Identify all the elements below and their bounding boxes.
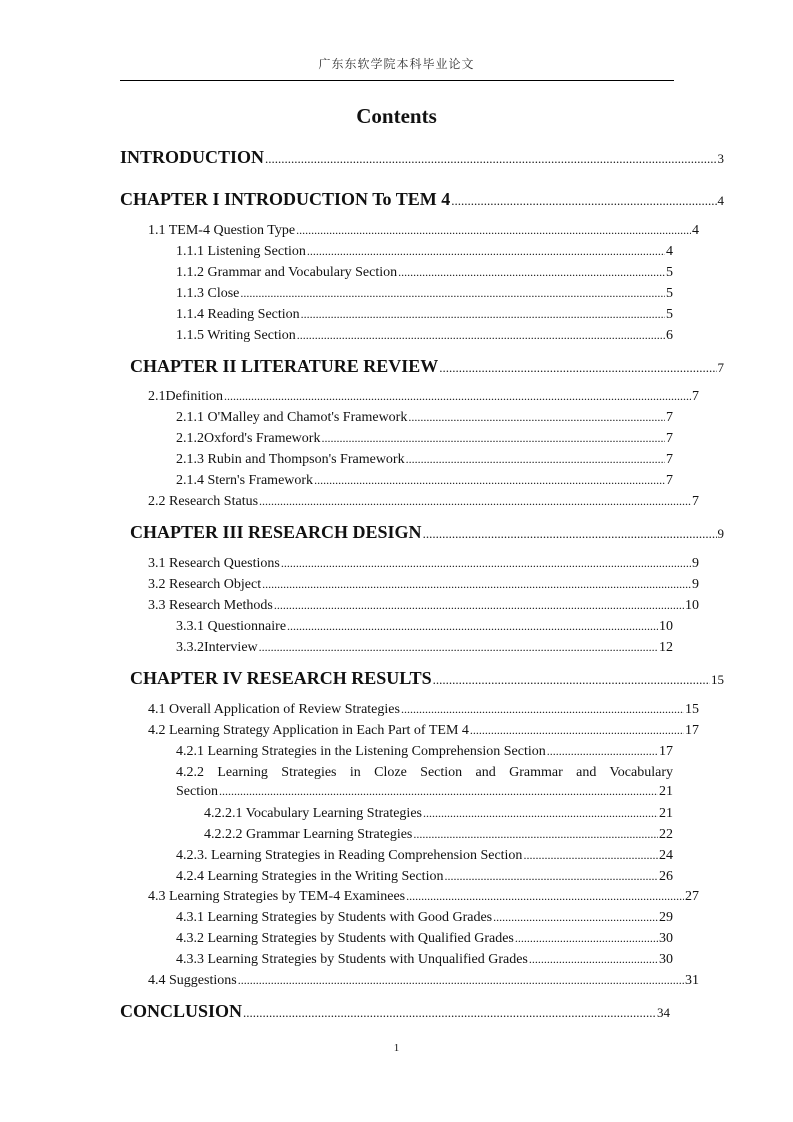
- toc-page-number: 5: [666, 307, 673, 322]
- toc-label: 4.2.2 Learning Strategies in Cloze Section and Grammar and Vocabulary: [176, 765, 673, 780]
- dot-leader: [307, 244, 665, 259]
- toc-label: 1.1.5 Writing Section: [176, 328, 296, 343]
- dot-leader: [423, 526, 717, 542]
- toc-entry-chapter-2[interactable]: [130, 356, 724, 377]
- dot-leader: [259, 494, 691, 509]
- dot-leader: [529, 952, 658, 967]
- toc-label: 2.1.2Oxford's Framework: [176, 431, 321, 446]
- toc-entry-3-3[interactable]: [148, 598, 699, 614]
- toc-page-number: 21: [659, 784, 673, 799]
- dot-leader: [547, 744, 658, 759]
- toc-label: 3.2 Research Object: [148, 577, 262, 592]
- toc-entry-3-3-1[interactable]: [176, 619, 673, 635]
- toc-page-number: 9: [717, 526, 724, 541]
- toc-entry-2-1-4[interactable]: [176, 473, 673, 489]
- toc-label: 2.1.4 Stern's Framework: [176, 473, 314, 488]
- toc-label: 1.1.1 Listening Section: [176, 244, 306, 259]
- toc-page-number: 31: [685, 973, 699, 988]
- toc-page-number: 4: [666, 244, 673, 259]
- toc-entry-4-2-2[interactable]: [176, 765, 673, 800]
- toc-page-number: 3: [717, 151, 724, 166]
- toc-label: CONCLUSION: [120, 1001, 243, 1021]
- toc-page-number: 22: [659, 827, 673, 842]
- dot-leader: [406, 889, 684, 904]
- dot-leader: [523, 848, 658, 863]
- toc-label: CHAPTER I INTRODUCTION To TEM 4: [120, 189, 451, 209]
- dot-leader: [398, 265, 665, 280]
- toc-entry-3-1[interactable]: [148, 556, 699, 572]
- dot-leader: [224, 389, 691, 404]
- toc-label: CHAPTER IV RESEARCH RESULTS: [130, 668, 432, 688]
- dot-leader: [401, 702, 684, 717]
- toc-label: 4.2.4 Learning Strategies in the Writing Section: [176, 869, 444, 884]
- toc-entry-4-2-1[interactable]: [176, 744, 673, 760]
- toc-entry-2-2[interactable]: [148, 494, 699, 510]
- toc-entry-4-2[interactable]: [148, 723, 699, 739]
- toc-page-number: 7: [666, 452, 673, 467]
- toc-page-number: 17: [685, 723, 699, 738]
- toc-page-number: 4: [692, 223, 699, 238]
- toc-page-number: 17: [659, 744, 673, 759]
- dot-leader: [265, 151, 716, 167]
- toc-label: 4.2.2.2 Grammar Learning Strategies: [204, 827, 413, 842]
- toc-page-number: 26: [659, 869, 673, 884]
- toc-entry-4-2-2-1[interactable]: [204, 806, 673, 822]
- toc-entry-conclusion[interactable]: [120, 1001, 670, 1022]
- dot-leader: [281, 556, 691, 571]
- dot-leader: [321, 431, 665, 446]
- dot-leader: [243, 1005, 656, 1021]
- toc-entry-4-3-1[interactable]: [176, 910, 673, 926]
- dot-leader: [219, 784, 658, 799]
- toc-page-number: 29: [659, 910, 673, 925]
- toc-label: 3.3 Research Methods: [148, 598, 273, 613]
- toc-label: 4.2.1 Learning Strategies in the Listening Comprehension Section: [176, 744, 546, 759]
- toc-page-number: 4: [717, 193, 724, 208]
- toc-entry-1-1-2[interactable]: [176, 265, 673, 281]
- toc-page-number: 12: [659, 640, 673, 655]
- dot-leader: [287, 619, 658, 634]
- toc-label: 4.3.3 Learning Strategies by Students with Unqualified Grades: [176, 952, 528, 967]
- toc-entry-4-3-3[interactable]: [176, 952, 673, 968]
- toc-entry-chapter-1[interactable]: [120, 189, 724, 210]
- toc-entry-3-2[interactable]: [148, 577, 699, 593]
- toc-page-number: 30: [659, 952, 673, 967]
- dot-leader: [274, 598, 684, 613]
- toc-label: 4.3.1 Learning Strategies by Students with Good Grades: [176, 910, 493, 925]
- page-number: 1: [393, 1042, 400, 1054]
- toc-page-number: 34: [657, 1005, 670, 1020]
- dot-leader: [297, 328, 665, 343]
- toc-entry-4-4[interactable]: [148, 973, 699, 989]
- dot-leader: [301, 307, 665, 322]
- dot-leader: [296, 223, 691, 238]
- toc-page-number: 7: [666, 431, 673, 446]
- toc-label: 4.3 Learning Strategies by TEM-4 Examinees: [148, 889, 406, 904]
- toc-label: INTRODUCTION: [120, 147, 265, 167]
- dot-leader: [238, 973, 684, 988]
- dot-leader: [423, 806, 658, 821]
- toc-page-number: 15: [685, 702, 699, 717]
- dot-leader: [240, 286, 665, 301]
- dot-leader: [408, 410, 665, 425]
- toc-entry-4-2-2-2[interactable]: [204, 827, 673, 843]
- dot-leader: [451, 193, 716, 209]
- toc-entry-3-3-2[interactable]: [176, 640, 673, 656]
- dot-leader: [515, 931, 658, 946]
- toc-page-number: 10: [659, 619, 673, 634]
- toc-entry-chapter-3[interactable]: [130, 522, 724, 543]
- toc-label: CHAPTER III RESEARCH DESIGN: [130, 522, 422, 542]
- toc-entry-2-1[interactable]: [148, 389, 699, 405]
- toc-label: 2.1Definition: [148, 389, 224, 404]
- toc-page-number: 7: [666, 410, 673, 425]
- toc-page-number: 21: [659, 806, 673, 821]
- toc-label: 4.2.2.1 Vocabulary Learning Strategies: [204, 806, 422, 821]
- toc-page-number: 7: [717, 360, 724, 375]
- toc-label: 3.1 Research Questions: [148, 556, 280, 571]
- toc-label: 1.1.3 Close: [176, 286, 240, 301]
- toc-page-number: 7: [692, 389, 699, 404]
- toc-entry-4-3-2[interactable]: [176, 931, 673, 947]
- toc-label: 3.3.2Interview: [176, 640, 258, 655]
- dot-leader: [413, 827, 658, 842]
- toc-label: 3.3.1 Questionnaire: [176, 619, 287, 634]
- toc-page-number: 6: [666, 328, 673, 343]
- dot-leader: [259, 640, 658, 655]
- dot-leader: [406, 452, 665, 467]
- dot-leader: [444, 869, 658, 884]
- toc-label: CHAPTER II LITERATURE REVIEW: [130, 356, 439, 376]
- toc-label: 1.1.2 Grammar and Vocabulary Section: [176, 265, 398, 280]
- toc-page-number: 9: [692, 577, 699, 592]
- toc-page-number: 30: [659, 931, 673, 946]
- toc-entry-2-1-1[interactable]: [176, 410, 673, 426]
- toc-label: 4.4 Suggestions: [148, 973, 237, 988]
- dot-leader: [493, 910, 658, 925]
- toc-entry-4-2-3[interactable]: [176, 848, 673, 864]
- running-header: 广东东软学院本科毕业论文: [318, 57, 475, 71]
- toc-entry-2-1-3[interactable]: [176, 452, 673, 468]
- dot-leader: [262, 577, 691, 592]
- toc-entry-1-1[interactable]: [148, 223, 699, 239]
- dot-leader: [470, 723, 684, 738]
- toc-label: 4.1 Overall Application of Review Strategies: [148, 702, 400, 717]
- toc-label: 2.1.3 Rubin and Thompson's Framework: [176, 452, 405, 467]
- toc-page-number: 7: [666, 473, 673, 488]
- toc-label: 1.1.4 Reading Section: [176, 307, 300, 322]
- dot-leader: [433, 672, 710, 688]
- toc-label: 1.1 TEM-4 Question Type: [148, 223, 296, 238]
- toc-label-continued: Section: [176, 784, 218, 799]
- dot-leader: [439, 360, 716, 376]
- toc-page-number: 9: [692, 556, 699, 571]
- toc-page-number: 5: [666, 286, 673, 301]
- toc-page-number: 24: [659, 848, 673, 863]
- toc-page-number: 7: [692, 494, 699, 509]
- toc-entry-1-1-4[interactable]: [176, 307, 673, 323]
- toc-entry-1-1-5[interactable]: [176, 328, 673, 344]
- toc-entry-1-1-3[interactable]: [176, 286, 673, 302]
- toc-entry-2-1-2[interactable]: [176, 431, 673, 447]
- header-rule: [120, 80, 674, 81]
- toc-page-number: 5: [666, 265, 673, 280]
- toc-entry-4-3[interactable]: [148, 889, 699, 905]
- toc-entry-4-1[interactable]: [148, 702, 699, 718]
- page-title: Contents: [356, 104, 437, 128]
- toc-label: 4.2 Learning Strategy Application in Each Part of TEM 4: [148, 723, 469, 738]
- toc-page-number: 15: [711, 672, 724, 687]
- toc-label: 4.3.2 Learning Strategies by Students with Qualified Grades: [176, 931, 514, 946]
- toc-label: 2.1.1 O'Malley and Chamot's Framework: [176, 410, 408, 425]
- toc-entry-chapter-4[interactable]: [130, 668, 724, 689]
- toc-label: 4.2.3. Learning Strategies in Reading Comprehension Section: [176, 848, 523, 863]
- toc-entry-introduction[interactable]: [120, 147, 724, 168]
- toc-entry-4-2-4[interactable]: [176, 869, 673, 885]
- dot-leader: [314, 473, 665, 488]
- toc-label: 2.2 Research Status: [148, 494, 259, 509]
- toc-entry-1-1-1[interactable]: [176, 244, 673, 260]
- toc-page-number: 10: [685, 598, 699, 613]
- toc-page-number: 27: [685, 889, 699, 904]
